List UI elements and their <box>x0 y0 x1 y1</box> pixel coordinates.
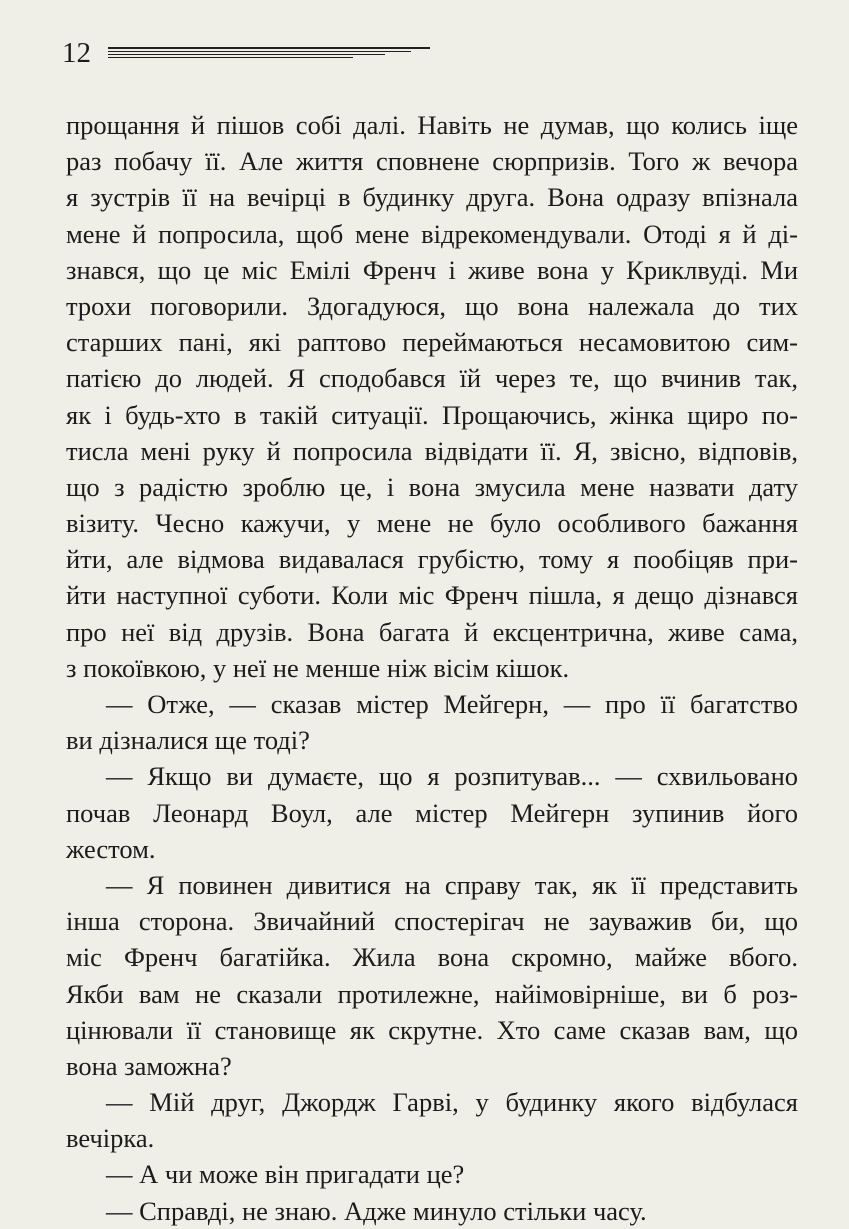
text-line: старших пані, які раптово переймаються несамовитою сим- <box>66 327 798 358</box>
text-line: — Я повинен дивитися на справу так, як її представить <box>106 869 798 900</box>
text-line: патією до людей. Я сподобався їй через те, що вчинив так, <box>66 363 798 394</box>
text-line: — Отже, — сказав містер Мейгерн, — про її багатство <box>106 689 798 719</box>
text-line: міс Френч багатійка. Жила вона скромно, майже вбого. <box>66 942 798 973</box>
text-line: вечірка. <box>66 1123 155 1154</box>
text-line: — Справді, не знаю. Адже минуло стільки часу. <box>106 1195 647 1226</box>
text-line: я зустрів її на вечірці в будинку друга. Вона одразу впізнала <box>66 182 798 213</box>
text-line: Якби вам не сказали протилежне, найімовірніше, ви б роз- <box>66 978 798 1009</box>
text-line: візиту. Чесно кажучи, у мене не було особливого бажання <box>66 508 798 539</box>
page-number: 12 <box>62 37 91 69</box>
text-line: — Мій друг, Джордж Гарві, у будинку якого відбулася <box>106 1087 798 1118</box>
text-line: прощання й пішов собі далі. Навіть не думав, що колись іще <box>66 110 798 140</box>
header-rule <box>108 47 430 60</box>
text-line: що з радістю зроблю це, і вона змусила мене назвати дату <box>66 471 798 502</box>
text-line: тисла мені руку й попросила відвідати її. Я, звісно, відповів, <box>66 435 798 466</box>
text-line: вона заможна? <box>66 1050 232 1081</box>
text-line: — А чи може він пригадати це? <box>106 1159 465 1190</box>
text-line: раз побачу її. Але життя сповнене сюрпризів. Того ж вечора <box>66 146 798 177</box>
text-line: йти, але відмова видавалася грубістю, тому я пообіцяв при- <box>66 544 798 575</box>
text-line: ви дізналися ще тоді? <box>66 725 310 756</box>
text-line: жестом. <box>66 833 156 864</box>
text-line: як і будь-хто в такій ситуації. Прощаючись, жінка щиро по- <box>66 399 798 430</box>
text-line: трохи поговорили. Здогадуюся, що вона належала до тих <box>66 290 798 321</box>
text-line: почав Леонард Воул, але містер Мейгерн зупинив його <box>66 797 798 828</box>
text-line: — Якщо ви думаєте, що я розпитував... — схвильовано <box>106 761 798 792</box>
body-text <box>66 107 798 1229</box>
text-line: знався, що це міс Емілі Френч і живе вона у Криклвуді. Ми <box>66 254 798 285</box>
text-line: цінювали її становище як скрутне. Хто саме сказав вам, що <box>66 1014 798 1045</box>
text-line: про неї від друзів. Вона багата й ексцентрична, живе сама, <box>66 616 798 647</box>
text-line: інша сторона. Звичайний спостерігач не зауважив би, що <box>66 906 798 937</box>
text-line: з покоївкою, у неї не менше ніж вісім кішок. <box>66 652 570 683</box>
text-line: йти наступної суботи. Коли міс Френч пішла, я дещо дізнався <box>66 580 798 611</box>
text-line: мене й попросила, щоб мене відрекомендували. Отоді я й ді- <box>66 218 798 249</box>
